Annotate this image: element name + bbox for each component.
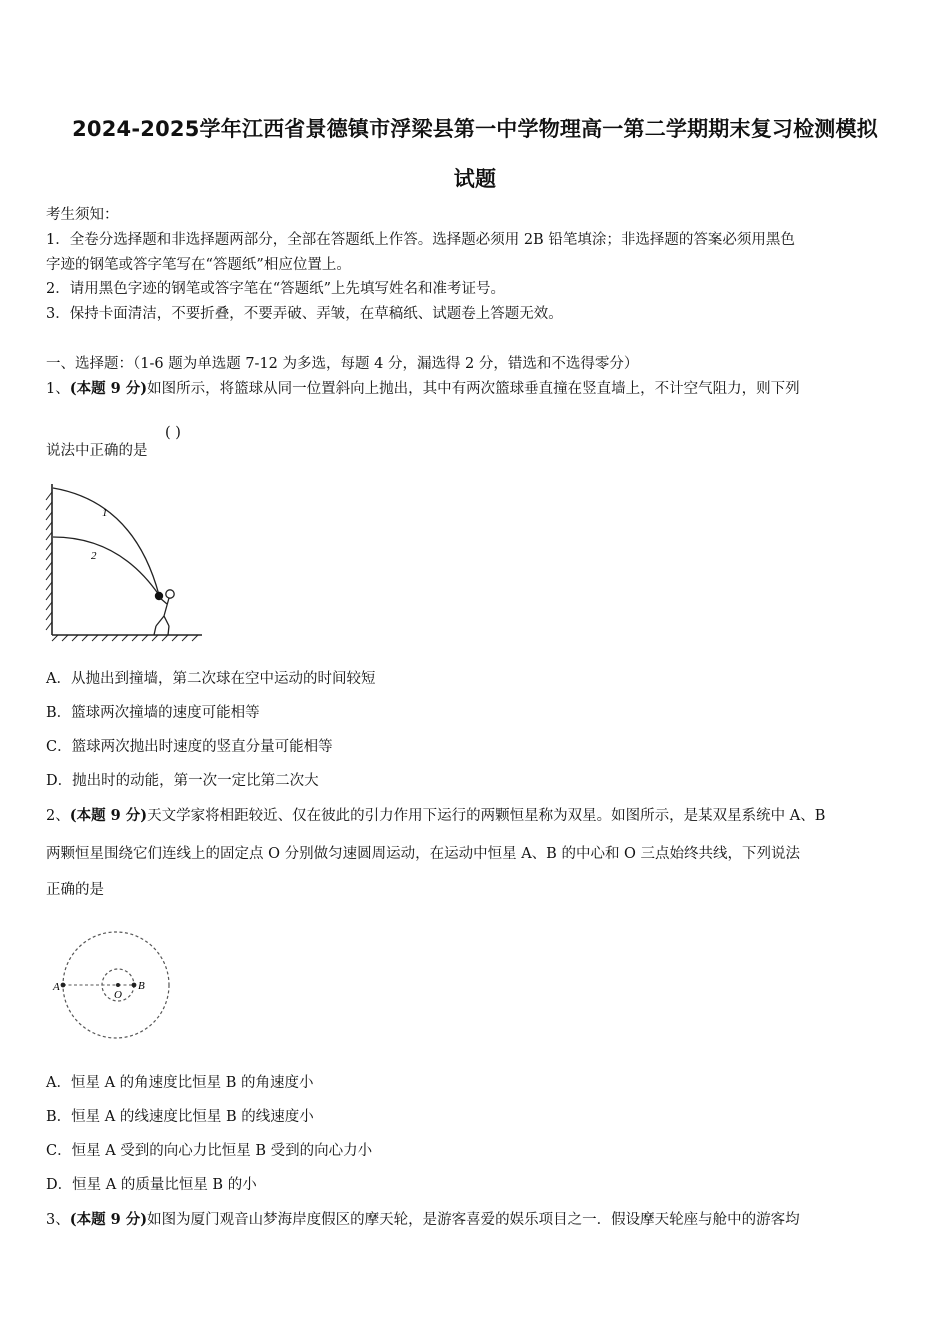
q2-stem-line1 xyxy=(46,804,825,825)
q1-option-a: A．从抛出到撞墙，第二次球在空中运动的时间较短 xyxy=(46,671,376,687)
q3-stem-line1 xyxy=(46,1208,800,1229)
exam-title-line1: 2024-2025学年江西省景德镇市浮梁县第一中学物理高一第二学期期末复习检测模拟 xyxy=(72,117,878,141)
exam-title-line2: 试题 xyxy=(453,167,497,191)
q2-figure-label-o: O xyxy=(114,989,122,1001)
section1-heading: 一、选择题：（1-6 题为单选题 7-12 为多选，每题 4 分，漏选得 2 分，错选和不选得零分） xyxy=(46,356,639,372)
q2-stem-line3: 正确的是 xyxy=(46,882,104,898)
q3-number: 3、 xyxy=(46,1212,70,1228)
q2-stem-line2: 两颗恒星围绕它们连线上的固定点 O 分别做匀速圆周运动，在运动中恒星 A、B 的中心和 O 三点始终共线，下列说法 xyxy=(46,846,801,862)
notice-item1-line1: 1．全卷分选择题和非选择题两部分，全部在答题纸上作答。选择题必须用 2B 铅笔填涂；非选择题的答案必须用黑色 xyxy=(46,232,795,248)
notice-item2: 2．请用黑色字迹的钢笔或答字笔在“答题纸”上先填写姓名和准考证号。 xyxy=(46,281,506,297)
q2-figure-label-a: A xyxy=(53,981,60,993)
q1-figure-label-2: 2 xyxy=(91,550,97,562)
q2-option-c: C．恒星 A 受到的向心力比恒星 B 受到的向心力小 xyxy=(46,1143,373,1159)
q2-option-d: D．恒星 A 的质量比恒星 B 的小 xyxy=(46,1177,257,1193)
q2-stem-text: 天文学家将相距较近、仅在彼此的引力作用下运行的两颗恒星称为双星。如图所示，是某双星系统中 A、B xyxy=(147,808,826,824)
notice-item1-line2: 字迹的钢笔或答字笔写在“答题纸”相应位置上。 xyxy=(46,257,351,273)
q1-option-b: B．篮球两次撞墙的速度可能相等 xyxy=(46,705,260,721)
notice-item3: 3．保持卡面清洁，不要折叠，不要弄破、弄皱，在草稿纸、试题卷上答题无效。 xyxy=(46,306,563,322)
q2-binary-star-figure xyxy=(50,922,180,1052)
q1-number: 1、 xyxy=(46,381,70,397)
notice-heading: 考生须知： xyxy=(46,207,119,223)
q3-stem-text: 如图为厦门观音山梦海岸度假区的摩天轮，是游客喜爱的娱乐项目之一．假设摩天轮座与舱中的游客均 xyxy=(147,1212,800,1228)
q2-figure-label-b: B xyxy=(138,980,145,992)
q1-answer-paren: ( ) xyxy=(165,425,181,441)
q1-stem-text: 如图所示，将篮球从同一位置斜向上抛出，其中有两次篮球垂直撞在竖直墙上，不计空气阻力，则下列 xyxy=(147,381,800,397)
q3-tag: (本题 9 分) xyxy=(69,1211,148,1228)
q1-option-d: D．抛出时的动能，第一次一定比第二次大 xyxy=(46,773,319,789)
q1-stem-line1 xyxy=(46,377,800,398)
q1-figure-label-1: 1 xyxy=(102,507,108,519)
q2-option-a: A．恒星 A 的角速度比恒星 B 的角速度小 xyxy=(46,1075,314,1091)
q1-basketball-figure xyxy=(44,480,206,642)
q1-option-c: C．篮球两次抛出时速度的竖直分量可能相等 xyxy=(46,739,333,755)
q1-tag: (本题 9 分) xyxy=(69,380,148,397)
q1-stem-line2: 说法中正确的是 xyxy=(46,443,148,459)
q2-number: 2、 xyxy=(46,808,70,824)
q2-tag: (本题 9 分) xyxy=(69,807,148,824)
q2-option-b: B．恒星 A 的线速度比恒星 B 的线速度小 xyxy=(46,1109,314,1125)
